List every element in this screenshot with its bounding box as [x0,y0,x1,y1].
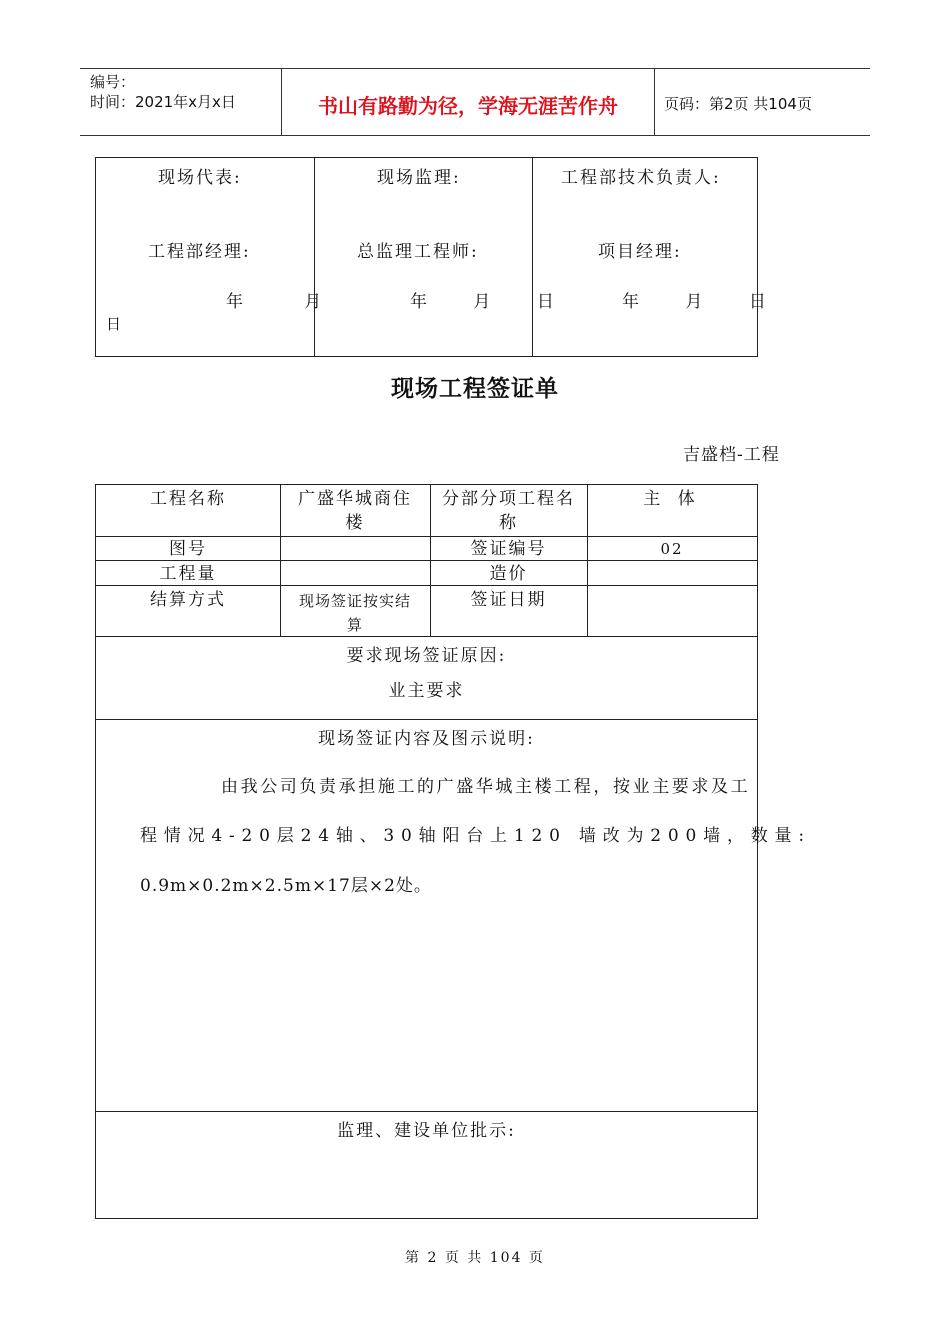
visa-date-label: 签证日期 [470,590,547,610]
visa-form [95,484,811,1219]
header-motto: 书山有路勤为径，学海无涯苦作舟 [318,94,618,118]
header-page-label: 页码：第2页 共104页 [664,95,812,113]
content-line-2: 程情况4-20层24轴、30轴阳台上120 墙改为200墙，数量: [140,826,811,846]
site-supervisor-label: 现场监理: [377,168,461,188]
cost-label: 造价 [489,564,528,584]
content-line-1: 由我公司负责承担施工的广盛华城主楼工程，按业主要求及工 [221,777,751,797]
project-name-label: 工程名称 [150,489,226,509]
project-name-value [280,487,430,535]
subproject-value: 主 体 [643,489,701,509]
visa-no-value: 02 [660,540,684,558]
quantity-label: 工程量 [159,564,217,584]
signature-column-supervisor [315,158,556,356]
drawing-no-label: 图号 [169,539,207,559]
signature-column-contractor [96,158,324,356]
site-rep-label: 现场代表: [158,168,242,188]
date-year-month: 年 月 [226,292,324,312]
grid-line [96,719,757,720]
settlement-value-line2: 算 [346,616,363,634]
header-divider-right [654,68,655,136]
settlement-value-line1: 现场签证按实结 [298,592,411,610]
subproject-label-line2: 称 [499,513,518,533]
project-name-value-line2: 楼 [345,513,365,533]
date-line: 年 月 日 [410,292,556,312]
date-line: 年 月 日 [622,292,768,312]
dept-manager-label: 工程部经理: [148,242,251,262]
approval-label: 监理、建设单位批示: [337,1121,516,1141]
header-top-rule [80,68,870,69]
reason-label: 要求现场签证原因: [346,646,507,666]
settlement-value [280,589,430,637]
project-name-value-line1: 广盛华城商住 [298,489,412,509]
content-label: 现场签证内容及图示说明: [318,729,535,749]
time-label: 时间：2021年x月x日 [90,93,236,111]
date-day: 日 [106,315,124,333]
header-meta [90,72,236,112]
subproject-label-line1: 分部分项工程名 [442,489,575,509]
header-bottom-rule [80,135,870,136]
subproject-label [430,487,587,535]
tech-lead-label: 工程部技术负责人: [561,168,721,188]
content-line-3: 0.9m×0.2m×2.5m×17层×2处。 [140,876,432,896]
document-title: 现场工程签证单 [391,375,559,402]
visa-no-label: 签证编号 [470,539,547,559]
page-footer: 第 2 页 共 104 页 [405,1250,545,1266]
project-manager-label: 项目经理: [598,242,682,262]
signature-column-owner [533,158,768,356]
settlement-label: 结算方式 [150,590,226,610]
document-code: 吉盛档-工程 [683,445,780,465]
number-label: 编号： [90,73,136,91]
chief-supervisor-label: 总监理工程师: [357,242,479,262]
signature-table [95,157,768,357]
grid-line [96,1111,757,1112]
reason-value: 业主要求 [388,681,465,701]
